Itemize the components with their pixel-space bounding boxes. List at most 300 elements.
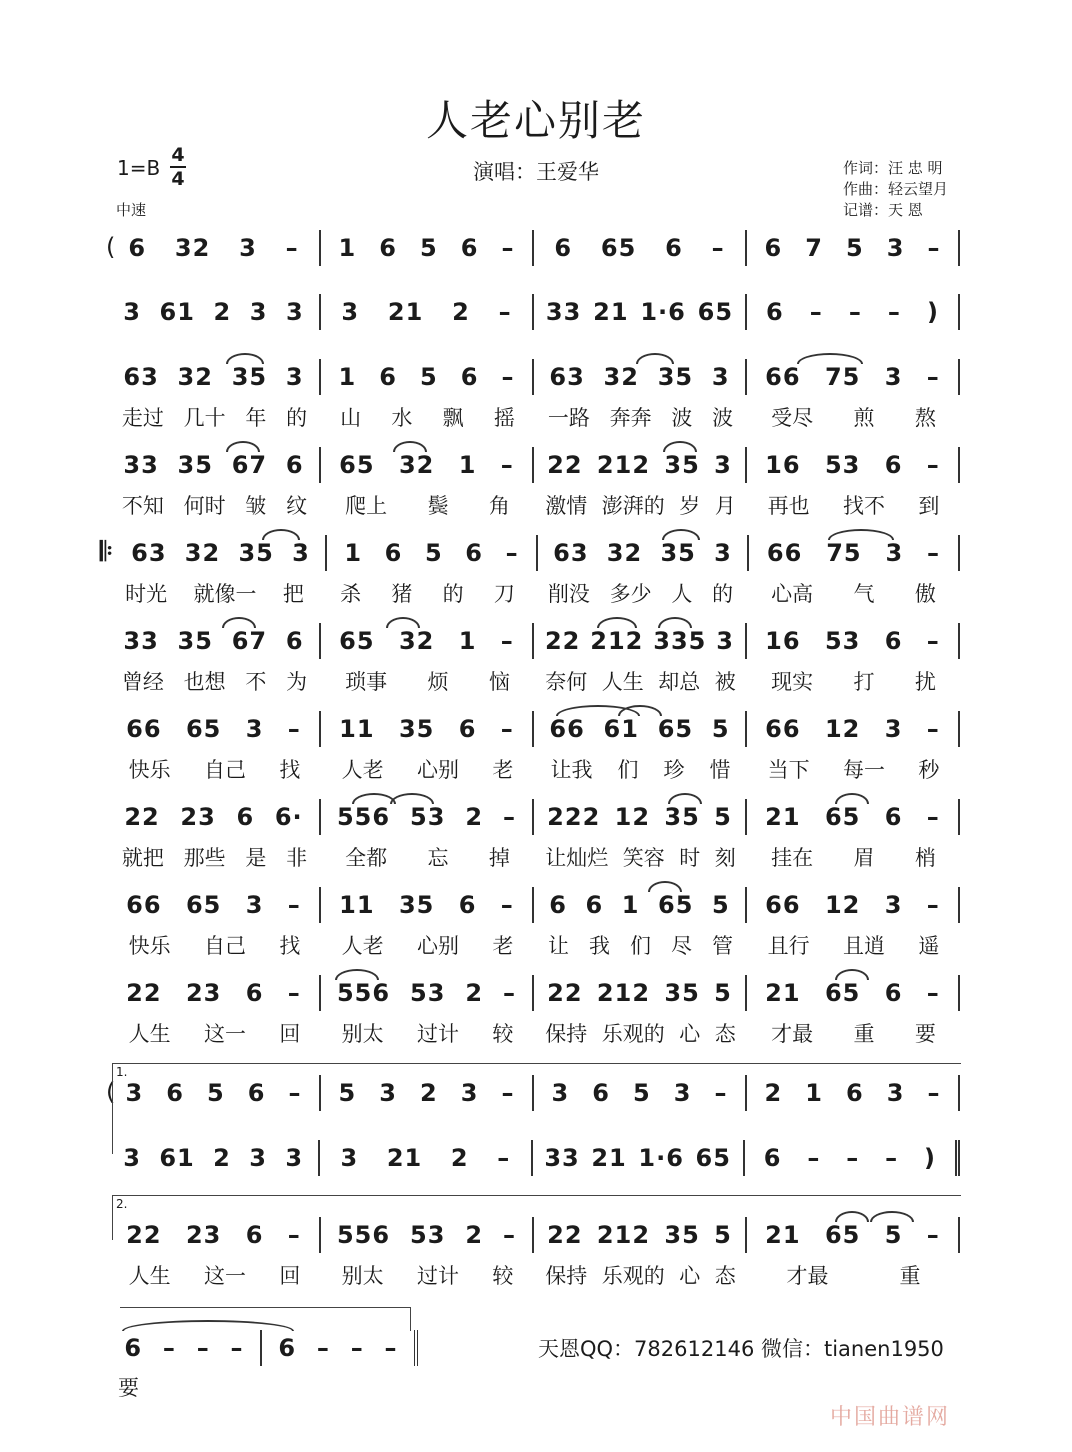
note: 6· [274, 803, 303, 831]
time-signature-bottom: 4 [171, 168, 185, 190]
note: – [926, 627, 940, 655]
note: 63 [131, 539, 167, 567]
note: 3 [711, 363, 730, 391]
note: 1 [458, 627, 477, 655]
note: 335 [653, 627, 707, 655]
note: 6 [585, 891, 604, 919]
lyric-measure [534, 930, 747, 960]
measure [747, 447, 960, 483]
note: 3 [716, 627, 734, 655]
measure [108, 799, 321, 835]
note: 12 [824, 715, 861, 743]
note: 22 [544, 627, 581, 655]
note: 66 [765, 715, 801, 743]
lyric-word: 人生 [601, 670, 644, 694]
note: 2 [452, 298, 470, 326]
final-tie [122, 1320, 294, 1331]
note: 11 [339, 715, 375, 743]
note: – [287, 979, 301, 1007]
note: 6 [460, 363, 479, 391]
note: 3 [884, 891, 903, 919]
lyric-word: 人 [671, 582, 693, 606]
lyric-word: 全都 [345, 846, 388, 870]
note: 556 [336, 979, 391, 1007]
lyric-measure [747, 490, 960, 520]
slur [390, 793, 434, 804]
lyric-word: 较 [492, 1022, 514, 1046]
lyric-word: 却总 [658, 670, 701, 694]
note: 1 [458, 451, 477, 479]
score-row [108, 447, 960, 483]
slur [828, 529, 894, 540]
measure [747, 294, 960, 330]
measure [747, 359, 960, 395]
lyric-measure [108, 1018, 321, 1048]
final-volta-line [120, 1307, 410, 1308]
note: 3 [123, 1144, 141, 1172]
measure [321, 623, 534, 659]
lyric-word: 一路 [547, 406, 590, 430]
lyric-word: 不 [245, 670, 267, 694]
note: 35 [231, 363, 268, 391]
lyric-measure [747, 666, 960, 696]
note: 5 [206, 1079, 225, 1107]
note: 556 [336, 1221, 391, 1249]
note: 66 [766, 539, 803, 567]
note: 212 [596, 451, 651, 479]
lyric-word: 乐观的 [601, 1022, 665, 1046]
lyric-word: 挂在 [771, 846, 814, 870]
note: 21 [593, 298, 629, 326]
measure [534, 711, 747, 747]
note: 66 [126, 891, 162, 919]
measure [747, 623, 960, 659]
measure [321, 447, 534, 483]
note: 6 [285, 627, 304, 655]
lyric-row [108, 490, 960, 520]
note: – [711, 234, 725, 262]
lyric-row [108, 842, 960, 872]
lyric-measure [108, 578, 321, 608]
lyric-word: 笑容 [622, 846, 665, 870]
lyric-measure [108, 666, 321, 696]
lyric-word: 多少 [609, 582, 652, 606]
lyric-word: 要 [914, 1022, 936, 1046]
note: 53 [824, 451, 861, 479]
lyric-measure [108, 1260, 321, 1290]
lyric-word: 熬 [914, 406, 936, 430]
note: 6 [766, 298, 784, 326]
note: 6 [764, 234, 783, 262]
note: 33 [544, 1144, 580, 1172]
note: 35 [238, 539, 274, 567]
measure [534, 294, 747, 330]
measure [749, 535, 960, 571]
note: 6 [278, 1334, 297, 1362]
lyric-measure [321, 842, 534, 872]
lyric-word: 老 [492, 758, 514, 782]
measure [321, 799, 534, 835]
measure [321, 294, 534, 330]
note: 65 [600, 234, 637, 262]
lyric-word: 皱 [245, 494, 267, 518]
lyric-word: 岁 [679, 494, 701, 518]
lyric-word: 过计 [416, 1264, 459, 1288]
note: 2 [213, 298, 232, 326]
final-volta-end [410, 1307, 411, 1331]
note: 5 [714, 1221, 732, 1249]
measure [747, 711, 960, 747]
lyric-word: 过计 [416, 1022, 459, 1046]
slur [335, 969, 379, 980]
note: 5 [419, 234, 438, 262]
measure [534, 359, 747, 395]
note: 3 [285, 298, 304, 326]
measure [108, 230, 321, 266]
note: – [501, 234, 515, 262]
note: – [926, 363, 940, 391]
lyric-row [108, 930, 960, 960]
note: ) [926, 298, 939, 326]
note: – [926, 803, 940, 831]
lyric-word: 波 [671, 406, 693, 430]
note: 5 [884, 1221, 903, 1249]
note: 23 [185, 1221, 222, 1249]
lyric-word: 自己 [203, 758, 246, 782]
note: 65 [658, 891, 694, 919]
note: 21 [386, 1144, 423, 1172]
transcriber-credit: 记谱：天 恩 [843, 201, 923, 219]
note: 6 [458, 891, 477, 919]
note: – [926, 891, 940, 919]
lyric-word: 非 [286, 846, 308, 870]
lyric-measure [747, 402, 960, 432]
lyric-word: 奈何 [545, 670, 588, 694]
lyric-word: 重 [899, 1264, 921, 1288]
note: 6 [236, 803, 255, 831]
slur [226, 353, 264, 364]
lyric-word: 保持 [545, 1264, 588, 1288]
lyric-word: 管 [712, 934, 733, 958]
lyric-word: 是 [245, 846, 267, 870]
lyric-word: 的 [286, 406, 308, 430]
lyric-measure [534, 1018, 747, 1048]
note: 3 [341, 298, 360, 326]
volta-bracket [112, 1195, 961, 1240]
lyric-word: 别太 [341, 1022, 384, 1046]
lyric-word: 气 [853, 582, 875, 606]
lyric-word: 回 [279, 1022, 301, 1046]
measure [321, 887, 534, 923]
measure [534, 447, 747, 483]
measure [108, 623, 321, 659]
lyric-word: 自己 [203, 934, 246, 958]
lyric-word: 掉 [488, 846, 510, 870]
note: 6 [845, 1079, 864, 1107]
slur [663, 441, 697, 452]
composer-credit: 作曲：轻云望月 [843, 180, 949, 198]
note: 3 [884, 363, 903, 391]
note: – [926, 979, 940, 1007]
note: 1 [344, 539, 363, 567]
lyric-measure [108, 754, 321, 784]
lyric-measure [534, 578, 747, 608]
note: 21 [765, 979, 801, 1007]
lyric-word: 把 [282, 582, 304, 606]
note: 6 [247, 1079, 266, 1107]
note: 5 [714, 803, 732, 831]
note: 6 [549, 891, 567, 919]
note: 3 [249, 1144, 267, 1172]
lyric-word: 澎湃的 [601, 494, 665, 518]
lyric-word: 年 [245, 406, 267, 430]
note: 2 [465, 1221, 484, 1249]
lyric-word: 们 [630, 934, 651, 958]
note: 3 [239, 234, 257, 262]
lyric-row [108, 1260, 960, 1290]
lyric-word: 也想 [183, 670, 226, 694]
note: 32 [603, 363, 639, 391]
note: 35 [664, 803, 700, 831]
measure [534, 799, 747, 835]
slur [648, 881, 682, 892]
note: – [230, 1334, 244, 1362]
note: 2 [213, 1144, 231, 1172]
lyric-measure [321, 754, 534, 784]
measure [327, 535, 538, 571]
volta-number: 2. [116, 1197, 128, 1211]
lyric-word: 心别 [416, 934, 459, 958]
lyric-word: 重 [853, 1022, 875, 1046]
final-row [108, 1330, 418, 1366]
note: 65 [339, 627, 375, 655]
lyric-word: 人老 [341, 758, 384, 782]
lyric-measure [321, 578, 534, 608]
note: 3 [460, 1079, 479, 1107]
note: 35 [177, 627, 213, 655]
lyric-word: 且行 [767, 934, 810, 958]
note: 53 [410, 1221, 446, 1249]
note: 3 [885, 539, 904, 567]
note: 22 [547, 1221, 583, 1249]
lyric-word: 回 [279, 1264, 301, 1288]
note: 6 [384, 539, 403, 567]
note: – [350, 1334, 364, 1362]
bracket-open: ( [106, 233, 116, 261]
contact-info: 天恩QQ：782612146 微信：tianen1950 [538, 1337, 944, 1361]
lyric-word: 找 [279, 758, 301, 782]
slur [393, 441, 427, 452]
lyric-measure [747, 1260, 960, 1290]
note: 65 [697, 298, 734, 326]
note: 65 [824, 803, 861, 831]
score-row [100, 535, 960, 571]
note: 66 [765, 891, 801, 919]
note: – [503, 803, 516, 831]
note: 35 [664, 1221, 700, 1249]
note: 556 [336, 803, 391, 831]
note: 65 [339, 451, 375, 479]
measure [108, 447, 321, 483]
score-row [108, 711, 960, 747]
note: 66 [549, 715, 585, 743]
lyric-measure [747, 842, 960, 872]
note: 6 [884, 979, 903, 1007]
measure [321, 359, 534, 395]
note: 63 [549, 363, 585, 391]
note: 23 [185, 979, 222, 1007]
lyric-word: 人老 [341, 934, 384, 958]
measure [534, 623, 747, 659]
note: – [927, 234, 941, 262]
note: – [285, 234, 299, 262]
lyric-word: 就把 [121, 846, 164, 870]
note: – [500, 715, 514, 743]
note: – [846, 1144, 860, 1172]
time-signature-top: 4 [171, 144, 185, 166]
lyric-word: 为 [286, 670, 308, 694]
note: 3 [285, 1144, 304, 1172]
note: 5 [714, 979, 732, 1007]
lyric-word: 态 [714, 1264, 736, 1288]
volta-bracket [112, 1063, 961, 1154]
lyric-word: 让我 [550, 758, 593, 782]
note: 6 [285, 451, 304, 479]
note: 6 [884, 627, 903, 655]
measure [747, 230, 960, 266]
slur [797, 353, 863, 364]
lyric-word: 乐观的 [601, 1264, 665, 1288]
note: – [505, 539, 519, 567]
note: – [926, 715, 940, 743]
lyric-word: 走过 [121, 406, 164, 430]
lyric-word: 猪 [391, 582, 413, 606]
lyric-word: 打 [853, 670, 875, 694]
note: 21 [765, 803, 801, 831]
note: 61 [159, 298, 195, 326]
singer-credit: 演唱：王爱华 [473, 160, 599, 184]
note: 22 [126, 979, 162, 1007]
lyric-word: 眉 [853, 846, 875, 870]
lyric-word: 找不 [842, 494, 885, 518]
slur [222, 617, 256, 628]
note: 16 [765, 627, 801, 655]
lyric-measure [747, 1018, 960, 1048]
note: 2 [764, 1079, 783, 1107]
lyric-word: 受尽 [771, 406, 814, 430]
note: 3 [245, 891, 264, 919]
note: 6 [884, 451, 903, 479]
measure [534, 230, 747, 266]
lyric-word: 的 [712, 582, 734, 606]
lyric-measure [534, 1260, 747, 1290]
lyric-word: 爬上 [345, 494, 388, 518]
lyric-word: 这一 [203, 1022, 246, 1046]
measure [108, 975, 321, 1011]
lyric-measure [321, 666, 534, 696]
note: 6 [460, 234, 479, 262]
note: 53 [824, 627, 861, 655]
note: – [927, 539, 941, 567]
note: 32 [398, 627, 435, 655]
lyric-word: 人生 [128, 1264, 171, 1288]
lyric-word: 傲 [914, 582, 936, 606]
note: 61 [159, 1144, 195, 1172]
note: 32 [184, 539, 221, 567]
lyric-word: 时 [679, 846, 701, 870]
note: 33 [123, 627, 159, 655]
note: – [287, 891, 301, 919]
lyric-word: 再也 [767, 494, 810, 518]
lyric-measure [321, 1018, 534, 1048]
note: 5 [845, 234, 864, 262]
lyric-word: 较 [492, 1264, 514, 1288]
lyric-measure [747, 930, 960, 960]
note: – [927, 1079, 941, 1107]
note: 65 [657, 715, 694, 743]
note: – [848, 298, 862, 326]
lyric-word: 心别 [416, 758, 459, 782]
note: – [809, 298, 823, 326]
note: 5 [419, 363, 438, 391]
note: 63 [553, 539, 589, 567]
slur [662, 529, 700, 540]
tempo-marking: 中速 [116, 201, 147, 219]
note: 23 [180, 803, 216, 831]
note: – [926, 451, 940, 479]
note: 35 [664, 451, 700, 479]
lyric-row [108, 578, 960, 608]
note: 6 [128, 234, 147, 262]
score-row [108, 799, 960, 835]
lyric-row [108, 666, 960, 696]
lyric-word: 尽 [671, 934, 692, 958]
note: 2 [465, 803, 484, 831]
note: 3 [884, 715, 903, 743]
note: 21 [387, 298, 424, 326]
note: 3 [245, 715, 264, 743]
note: 65 [824, 1221, 861, 1249]
volta-number: 1. [116, 1065, 128, 1079]
note: 53 [410, 803, 446, 831]
note: 35 [177, 451, 213, 479]
lyric-measure [108, 930, 321, 960]
final-bar-2 [262, 1330, 418, 1366]
note: 2 [450, 1144, 469, 1172]
lyric-measure [534, 490, 747, 520]
lyric-word: 这一 [203, 1264, 246, 1288]
note: – [807, 1144, 821, 1172]
note: – [384, 1334, 398, 1362]
note: 5 [632, 1079, 651, 1107]
note: ) [924, 1144, 936, 1172]
lyric-word: 那些 [183, 846, 226, 870]
note: 3 [123, 298, 141, 326]
note: 3 [714, 451, 732, 479]
lyric-measure [321, 490, 534, 520]
note: 32 [606, 539, 643, 567]
measure [747, 799, 960, 835]
lyric-measure [321, 930, 534, 960]
note: 6 [465, 539, 483, 567]
lyric-word: 山 [340, 406, 362, 430]
lyric-measure [108, 490, 321, 520]
lyric-word: 几十 [183, 406, 226, 430]
lyric-word: 波 [712, 406, 734, 430]
lyric-measure [534, 666, 747, 696]
measure [747, 887, 960, 923]
final-lyric: 要 [118, 1376, 139, 1400]
